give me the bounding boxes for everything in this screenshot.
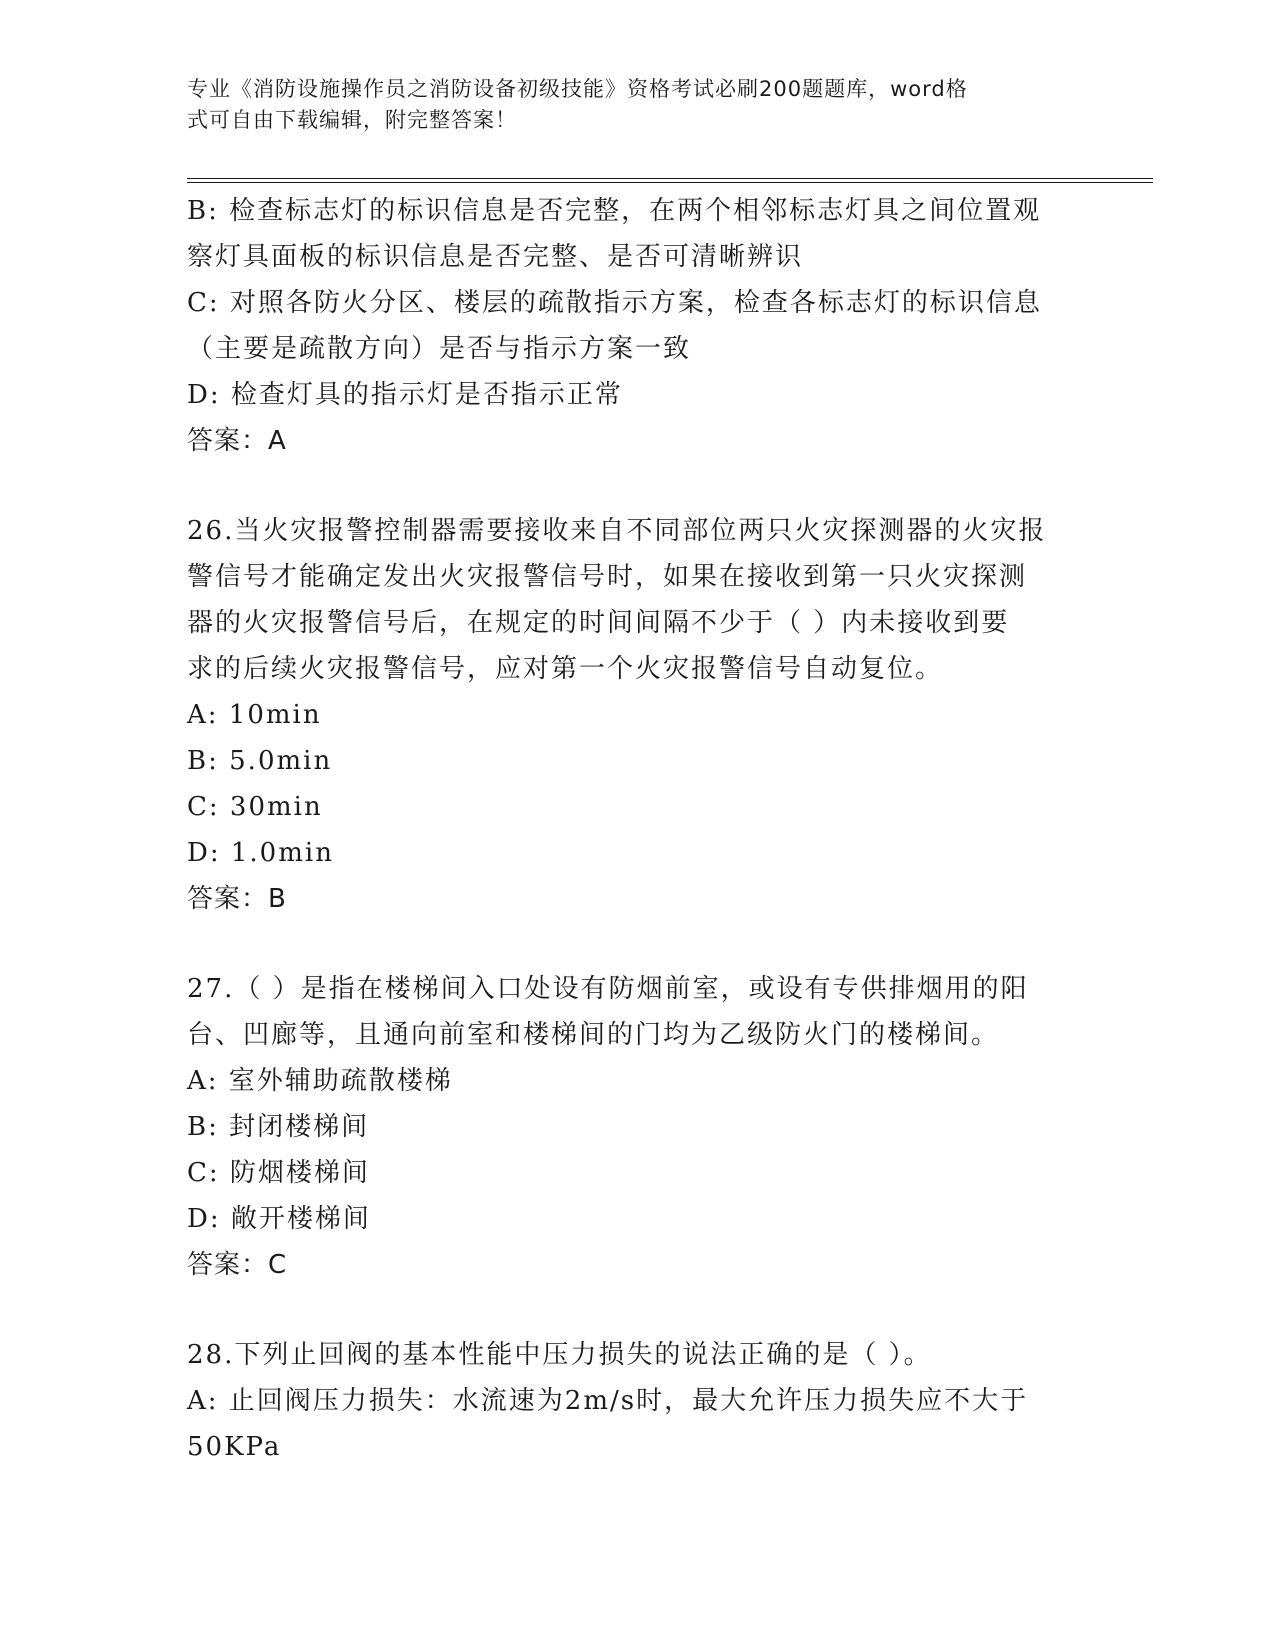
question-text-line-2: 警信号才能确定发出火灾报警信号时，如果在接收到第一只火灾探测 bbox=[187, 562, 1028, 592]
option-a: A: 室外辅助疏散楼梯 bbox=[187, 1066, 453, 1096]
option-b: B: 封闭楼梯间 bbox=[187, 1112, 370, 1142]
question-text-line-3: 器的火灾报警信号后，在规定的时间间隔不少于（ ）内未接收到要 bbox=[187, 608, 1010, 638]
question-text-line-2: 台、凹廊等，且通向前室和楼梯间的门均为乙级防火门的楼梯间。 bbox=[187, 1020, 1000, 1050]
option-c: C: 30min bbox=[187, 792, 323, 822]
question-28 bbox=[187, 1332, 1087, 1470]
option-b-line-1: B: 检查标志灯的标识信息是否完整，在两个相邻标志灯具之间位置观 bbox=[187, 196, 1042, 226]
spacer bbox=[187, 922, 1087, 966]
option-c: C: 防烟楼梯间 bbox=[187, 1158, 370, 1188]
question-25-continued bbox=[187, 188, 1087, 464]
option-a: A: 10min bbox=[187, 700, 322, 730]
question-text-line-1: 26.当火灾报警控制器需要接收来自不同部位两只火灾探测器的火灾报 bbox=[187, 516, 1047, 546]
option-b: B: 5.0min bbox=[187, 746, 333, 776]
question-26 bbox=[187, 508, 1087, 922]
answer: 答案：C bbox=[187, 1250, 288, 1280]
header-divider-bottom bbox=[187, 182, 1153, 183]
header-line-2: 式可自由下载编辑，附完整答案！ bbox=[187, 108, 517, 132]
option-a-line-2: 50KPa bbox=[187, 1432, 282, 1462]
option-c-line-2: （主要是疏散方向）是否与指示方案一致 bbox=[187, 334, 692, 364]
question-text-line-1: 27.（ ）是指在楼梯间入口处设有防烟前室，或设有专供排烟用的阳 bbox=[187, 974, 1029, 1004]
option-d: D: 1.0min bbox=[187, 838, 334, 868]
question-text-line-1: 28.下列止回阀的基本性能中压力损失的说法正确的是（ ）。 bbox=[187, 1340, 932, 1370]
question-text-line-4: 求的后续火灾报警信号，应对第一个火灾报警信号自动复位。 bbox=[187, 654, 944, 684]
header-line-1: 专业《消防设施操作员之消防设备初级技能》资格考试必刷200题题库，word格 bbox=[187, 77, 968, 101]
question-27 bbox=[187, 966, 1087, 1288]
option-a-line-1: A: 止回阀压力损失：水流速为2m/s时，最大允许压力损失应不大于 bbox=[187, 1386, 1029, 1416]
document-header bbox=[187, 74, 1067, 136]
header-divider-top bbox=[187, 178, 1153, 179]
option-d: D: 敞开楼梯间 bbox=[187, 1204, 371, 1234]
option-d: D: 检查灯具的指示灯是否指示正常 bbox=[187, 380, 623, 410]
spacer bbox=[187, 1288, 1087, 1332]
answer: 答案：B bbox=[187, 884, 287, 914]
answer: 答案：A bbox=[187, 426, 287, 456]
spacer bbox=[187, 464, 1087, 508]
option-b-line-2: 察灯具面板的标识信息是否完整、是否可清晰辨识 bbox=[187, 242, 804, 272]
option-c-line-1: C: 对照各防火分区、楼层的疏散指示方案，检查各标志灯的标识信息 bbox=[187, 288, 1042, 318]
question-content bbox=[187, 188, 1087, 1470]
